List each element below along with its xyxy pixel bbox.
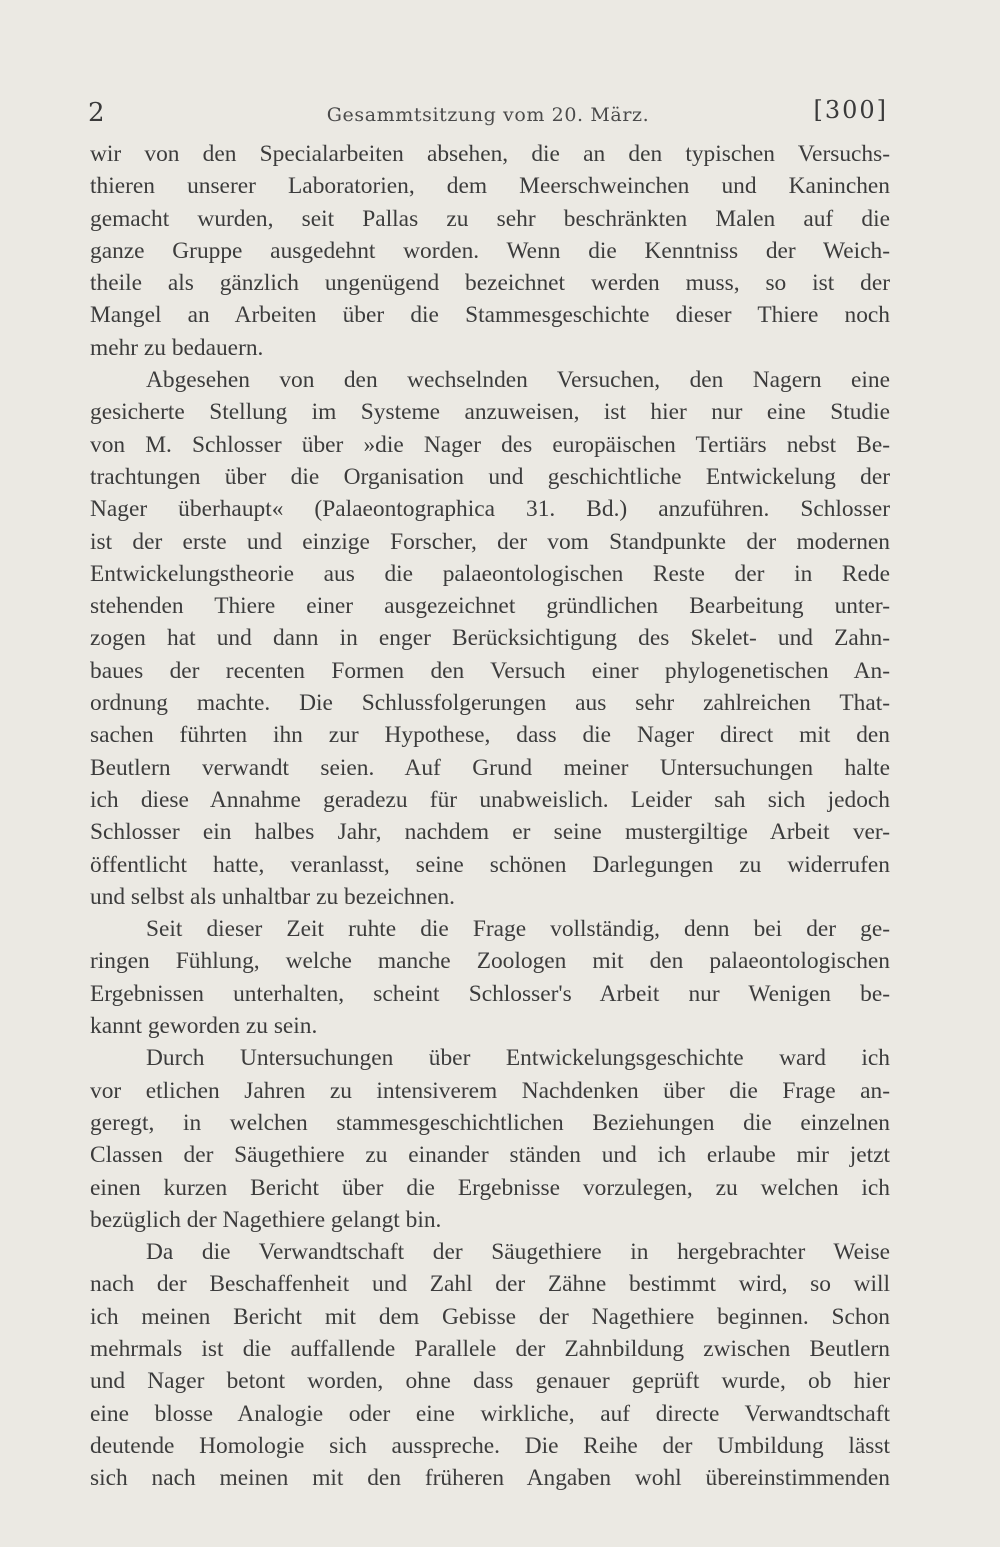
- text-line: wir von den Specialarbeiten absehen, die an den typischen Versuchs-: [90, 141, 890, 167]
- text-line: ganze Gruppe ausgedehnt worden. Wenn die Kenntniss der Weich-: [90, 237, 890, 264]
- text-line: Nager überhaupt« (Palaeontographica 31. Bd.) anzuführen. Schlosser: [90, 496, 890, 523]
- text-line: sachen führten ihn zur Hypothese, dass die Nager direct mit den: [90, 722, 890, 749]
- text-line: Da die Verwandtschaft der Säugethiere in hergebrachter Weise: [146, 1239, 890, 1266]
- text-line: Classen der Säugethiere zu einander ständen und ich erlaube mir jetzt: [90, 1142, 890, 1169]
- text-line: und Nager betont worden, ohne dass genauer geprüft wurde, ob hier: [90, 1368, 890, 1395]
- text-line: ich diese Annahme geradezu für unabweislich. Leider sah sich jedoch: [90, 786, 890, 813]
- original-page-number: [300]: [813, 96, 888, 124]
- text-line: bezüglich der Nagethiere gelangt bin.: [90, 1206, 442, 1233]
- text-line: Abgesehen von den wechselnden Versuchen, den Nagern eine: [146, 367, 890, 394]
- text-line: trachtungen über die Organisation und geschichtliche Entwickelung der: [90, 463, 890, 490]
- page-header: [88, 98, 888, 138]
- text-line: Schlosser ein halbes Jahr, nachdem er seine mustergiltige Arbeit ver-: [90, 819, 890, 846]
- text-line: mehrmals ist die auffallende Parallele der Zahnbildung zwischen Beutlern: [90, 1335, 890, 1362]
- body-text: [90, 138, 890, 1494]
- text-line: Seit dieser Zeit ruhte die Frage vollständig, denn bei der ge-: [146, 916, 890, 943]
- running-title: Gesammtsitzung vom 20. März.: [326, 104, 650, 126]
- text-line: öffentlicht hatte, veranlasst, seine schönen Darlegungen zu widerrufen: [90, 851, 890, 878]
- text-line: theile als gänzlich ungenügend bezeichnet werden muss, so ist der: [90, 270, 890, 297]
- text-line: von M. Schlosser über »die Nager des europäischen Tertiärs nebst Be-: [90, 431, 890, 458]
- text-line: nach der Beschaffenheit und Zahl der Zähne bestimmt wird, so will: [90, 1271, 890, 1298]
- text-line: gemacht wurden, seit Pallas zu sehr beschränkten Malen auf die: [90, 205, 890, 232]
- text-line: thieren unserer Laboratorien, dem Meerschweinchen und Kaninchen: [90, 173, 890, 200]
- text-line: eine blosse Analogie oder eine wirkliche, auf directe Verwandtschaft: [90, 1400, 890, 1427]
- text-line: ordnung machte. Die Schlussfolgerungen aus sehr zahlreichen That-: [90, 690, 890, 717]
- text-line: und selbst als unhaltbar zu bezeichnen.: [90, 883, 456, 910]
- text-line: einen kurzen Bericht über die Ergebnisse vorzulegen, zu welchen ich: [90, 1174, 890, 1201]
- text-line: ist der erste und einzige Forscher, der vom Standpunkte der modernen: [90, 528, 890, 555]
- text-line: stehenden Thiere einer ausgezeichnet gründlichen Bearbeitung unter-: [90, 593, 890, 620]
- text-line: zogen hat und dann in enger Berücksichtigung des Skelet- und Zahn-: [90, 625, 890, 652]
- text-line: baues der recenten Formen den Versuch einer phylogenetischen An-: [90, 657, 890, 684]
- text-line: vor etlichen Jahren zu intensiverem Nachdenken über die Frage an-: [90, 1077, 890, 1104]
- text-line: deutende Homologie sich ausspreche. Die Reihe der Umbildung lässt: [90, 1432, 890, 1459]
- text-line: ringen Fühlung, welche manche Zoologen mit den palaeontologischen: [90, 948, 890, 975]
- text-line: mehr zu bedauern.: [90, 334, 264, 361]
- text-line: Ergebnissen unterhalten, scheint Schlosser's Arbeit nur Wenigen be-: [90, 980, 890, 1007]
- text-line: gesicherte Stellung im Systeme anzuweisen, ist hier nur eine Studie: [90, 399, 890, 426]
- text-line: Entwickelungstheorie aus die palaeontologischen Reste der in Rede: [90, 560, 890, 587]
- page-number: 2: [88, 98, 105, 128]
- text-line: Mangel an Arbeiten über die Stammesgeschichte dieser Thiere noch: [90, 302, 890, 329]
- text-line: Beutlern verwandt seien. Auf Grund meiner Untersuchungen halte: [90, 754, 890, 781]
- text-line: Durch Untersuchungen über Entwickelungsgeschichte ward ich: [146, 1045, 890, 1072]
- text-line: geregt, in welchen stammesgeschichtlichen Beziehungen die einzelnen: [90, 1109, 890, 1136]
- text-line: ich meinen Bericht mit dem Gebisse der Nagethiere beginnen. Schon: [90, 1303, 890, 1330]
- text-line: kannt geworden zu sein.: [90, 1013, 318, 1040]
- text-line: sich nach meinen mit den früheren Angaben wohl übereinstimmenden: [90, 1465, 890, 1492]
